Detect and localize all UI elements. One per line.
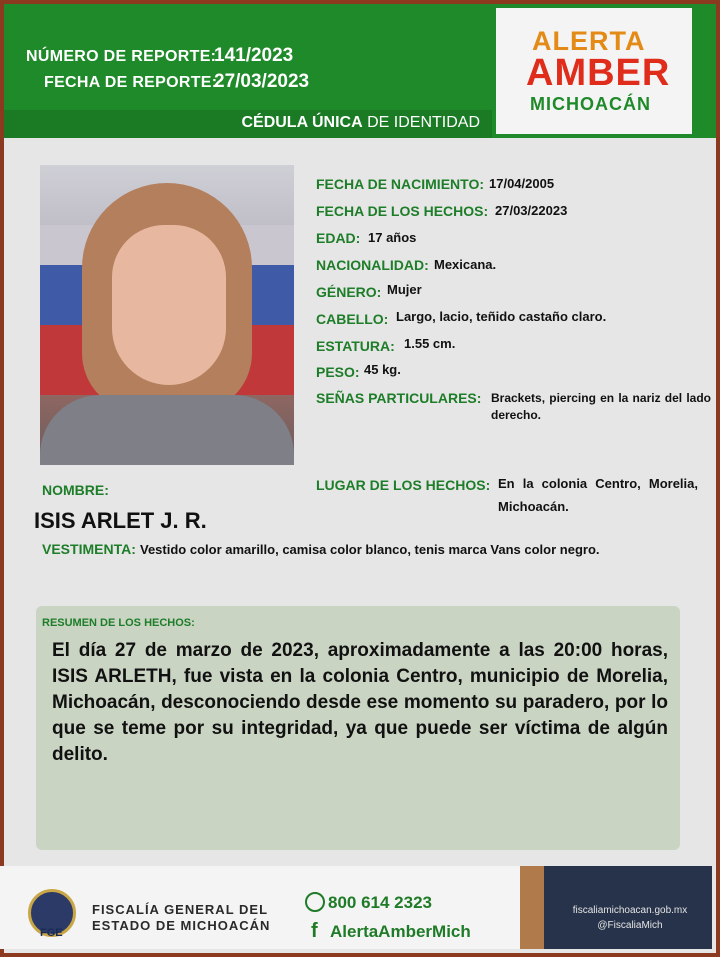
clothing-value: Vestido color amarillo, camisa color blanco, tenis marca Vans color negro. bbox=[140, 542, 600, 557]
place-value: En la colonia Centro, Morelia, Michoacán. bbox=[498, 476, 698, 514]
footer-brown-bar bbox=[520, 866, 544, 949]
birthdate-label: FECHA DE NACIMIENTO: bbox=[316, 176, 484, 192]
event-date-value: 27/03/22023 bbox=[495, 203, 568, 218]
twitter-handle[interactable]: @FiscaliaMich bbox=[597, 920, 663, 931]
report-date-value: 27/03/2023 bbox=[214, 71, 310, 92]
hair-value: Largo, lacio, teñido castaño claro. bbox=[396, 309, 607, 324]
cedula-bold: CÉDULA ÚNICA bbox=[241, 114, 363, 131]
fiscalia-line-1: FISCALÍA GENERAL DEL bbox=[92, 902, 269, 917]
gender-value: Mujer bbox=[387, 282, 422, 297]
gender-label: GÉNERO: bbox=[316, 284, 382, 300]
height-label: ESTATURA: bbox=[316, 338, 395, 354]
age-value: 17 años bbox=[368, 230, 417, 245]
cedula-rest: DE IDENTIDAD bbox=[362, 114, 480, 131]
event-date-label: FECHA DE LOS HECHOS: bbox=[316, 203, 489, 219]
weight-label: PESO: bbox=[316, 364, 360, 380]
name-label: NOMBRE: bbox=[42, 482, 109, 498]
report-number-value: 141/2023 bbox=[214, 45, 294, 66]
cedula-title bbox=[4, 114, 492, 132]
report-number-label: NÚMERO DE REPORTE: bbox=[26, 48, 217, 65]
birthdate-value: 17/04/2005 bbox=[489, 176, 555, 191]
photo-shirt bbox=[40, 395, 294, 465]
clothing-label: VESTIMENTA: bbox=[42, 541, 136, 557]
age-label: EDAD: bbox=[316, 230, 361, 246]
weight-value: 45 kg. bbox=[364, 362, 401, 377]
fge-text: FGE bbox=[40, 927, 63, 939]
height-value: 1.55 cm. bbox=[404, 336, 456, 351]
marks-value: Brackets, piercing en la nariz del lado derecho. bbox=[491, 391, 711, 422]
photo-face bbox=[112, 225, 226, 385]
place-label: LUGAR DE LOS HECHOS: bbox=[316, 477, 491, 493]
report-date-label: FECHA DE REPORTE: bbox=[44, 74, 218, 91]
person-name: ISIS ARLET J. R. bbox=[34, 508, 207, 533]
phone-number[interactable]: 800 614 2323 bbox=[328, 893, 432, 912]
logo-amber-text: AMBER bbox=[526, 52, 671, 94]
hair-label: CABELLO: bbox=[316, 311, 389, 327]
fiscalia-line-2: ESTADO DE MICHOACÁN bbox=[92, 918, 271, 933]
phone-icon bbox=[305, 892, 325, 912]
website-link[interactable]: fiscaliamichoacan.gob.mx bbox=[572, 905, 688, 916]
logo-michoacan-text: MICHOACÁN bbox=[530, 94, 651, 114]
logo-alerta-text: ALERTA bbox=[532, 26, 646, 56]
nationality-label: NACIONALIDAD: bbox=[316, 257, 429, 273]
facebook-handle[interactable]: AlertaAmberMich bbox=[330, 922, 471, 941]
missing-person-photo bbox=[40, 165, 294, 465]
summary-text: El día 27 de marzo de 2023, aproximadamente a las 20:00 horas, ISIS ARLETH, fue vista en la colonia Centro, municipio de Morelia, Michoacán, desconociendo desde ese momento su paradero, por lo que se teme por su integridad, ya que puede ser víctima de algún delito. bbox=[52, 640, 668, 765]
marks-label: SEÑAS PARTICULARES: bbox=[316, 390, 482, 406]
nationality-value: Mexicana. bbox=[434, 257, 497, 272]
summary-label: RESUMEN DE LOS HECHOS: bbox=[42, 617, 195, 629]
facebook-icon: f bbox=[311, 920, 318, 942]
